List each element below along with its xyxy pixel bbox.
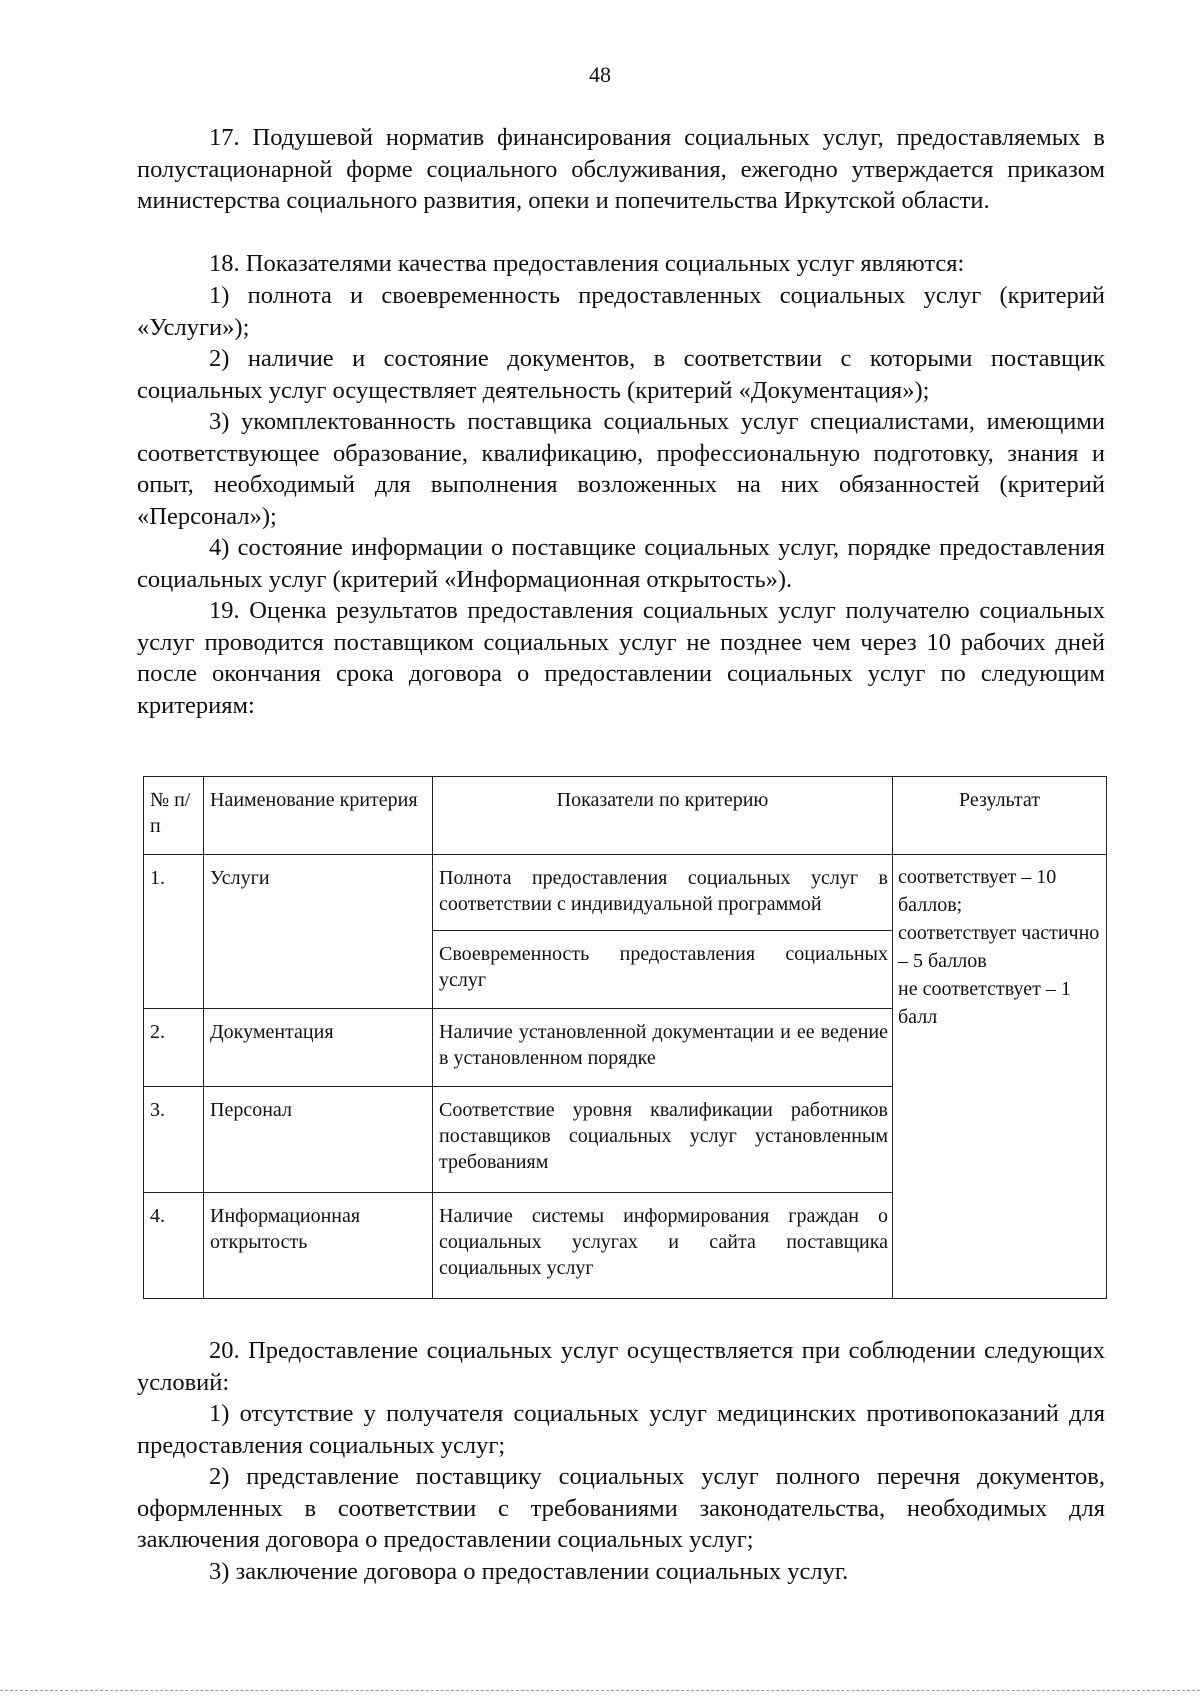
header-num: № п/п: [144, 777, 204, 855]
header-name: Наименование критерия: [204, 777, 433, 855]
row-num: 4.: [144, 1193, 204, 1299]
row-num: 1.: [144, 855, 204, 1009]
row-criterion-name: Документация: [204, 1009, 433, 1087]
paragraph-20-item-3: 3) заключение договора о предоставлении социальных услуг.: [209, 1558, 849, 1585]
row-indicator: Своевременность предоставления социальных услуг: [433, 931, 893, 1009]
paragraph-18-item-4: 4) состояние информации о поставщике социальных услуг, порядке предоставления социальных услуг (критерий «Информационная открытость»).: [137, 534, 1105, 593]
result-none: не соответствует – 1 балл: [898, 978, 1071, 1028]
page-number: 48: [589, 62, 611, 87]
row-indicator: Наличие системы информирования граждан о социальных услугах и сайта поставщика социальных услуг: [433, 1193, 893, 1299]
result-cell: [893, 855, 1107, 1299]
header-result: Результат: [893, 777, 1107, 855]
paragraph-18-item-1: 1) полнота и своевременность предоставленных социальных услуг (критерий «Услуги»);: [137, 282, 1105, 341]
paragraph-18-item-2: 2) наличие и состояние документов, в соответствии с которыми поставщик социальных услуг осуществляет деятельность (критерий «Документация»);: [137, 345, 1105, 404]
table-header-row: [144, 777, 1107, 855]
paragraph-20-item-1: 1) отсутствие у получателя социальных услуг медицинских противопоказаний для предоставления социальных услуг;: [137, 1400, 1105, 1459]
paragraph-20-item-2: 2) представление поставщику социальных услуг полного перечня документов, оформленных в соответствии с требованиями законодательства, необходимых для заключения договора о предоставлении социальных услуг;: [137, 1463, 1105, 1553]
criteria-table: [143, 776, 1107, 1299]
row-num: 2.: [144, 1009, 204, 1087]
row-criterion-name: Информационная открытость: [204, 1193, 433, 1299]
paragraph-19: 19. Оценка результатов предоставления социальных услуг получателю социальных услуг проводится поставщиком социальных услуг не позднее чем через 10 рабочих дней после окончания срока договора о предоставлении социальных услуг по следующим критериям:: [137, 597, 1105, 719]
row-indicator: Полнота предоставления социальных услуг в соответствии с индивидуальной программой: [433, 855, 893, 931]
row-indicator: Соответствие уровня квалификации работников поставщиков социальных услуг установленным требованиям: [433, 1087, 893, 1193]
paragraph-17: 17. Подушевой норматив финансирования социальных услуг, предоставляемых в полустационарной форме социального обслуживания, ежегодно утверждается приказом министерства социального развития, опеки и попечительства Иркутской области.: [137, 124, 1105, 214]
paragraph-18-item-3: 3) укомплектованность поставщика социальных услуг специалистами, имеющими соответствующее образование, квалификацию, профессиональную подготовку, знания и опыт, необходимый для выполнения возложенных на них обязанностей (критерий «Персонал»);: [137, 408, 1105, 530]
result-partial: соответствует частично – 5 баллов: [898, 922, 1100, 972]
paragraph-20: 20. Предоставление социальных услуг осуществляется при соблюдении следующих условий:: [137, 1337, 1105, 1396]
result-full: соответствует – 10 баллов;: [898, 866, 1057, 916]
row-indicator: Наличие установленной документации и ее ведение в установленном порядке: [433, 1009, 893, 1087]
row-criterion-name: Персонал: [204, 1087, 433, 1193]
paragraph-18: 18. Показателями качества предоставления социальных услуг являются:: [209, 250, 965, 277]
table-row: [144, 855, 1107, 931]
row-num: 3.: [144, 1087, 204, 1193]
header-indicators: Показатели по критерию: [433, 777, 893, 855]
scan-edge-line: [0, 1690, 1200, 1691]
row-criterion-name: Услуги: [204, 855, 433, 1009]
